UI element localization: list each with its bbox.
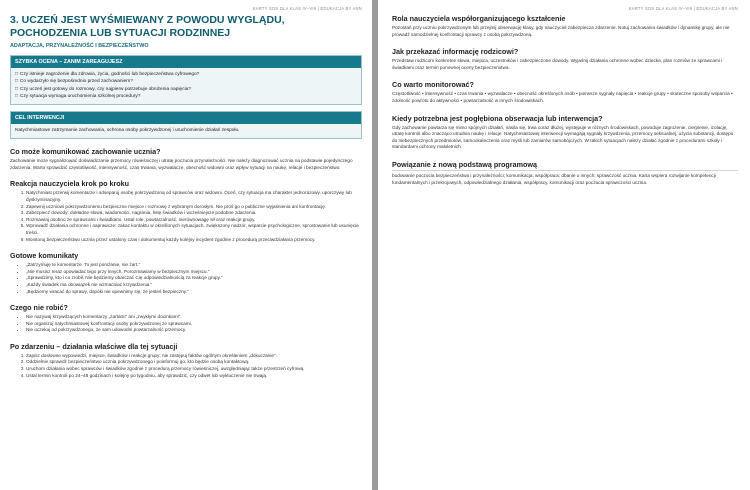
section-text-curriculum: budowanie poczucia bezpieczeństwa i przynależności; komunikacja; współpraca; dbanie o innych; sprawczość ucznia. Karta wspiera rozwijanie kompetencji fundamentalnych i przekrojowych, odpowiedzialnego działania, współpracy, komunikacji oraz poczucia sprawczości ucznia.	[392, 172, 716, 185]
checklist-item: □ Co wydarzyło się bezpośrednio przed zachowaniem?	[15, 78, 357, 85]
intervention-goal-text: Natychmiastowe zatrzymanie zachowania, ochrona osoby pokrzywdzonej i uruchomienie działań zespołu.	[15, 128, 240, 134]
section-heading-parents: Jak przekazać informację rodzicowi?	[392, 47, 519, 57]
phrases-list	[10, 262, 362, 295]
list-item: 3. Uruchom działania wobec sprawców i świadków zgodnie z procedurą przemocy rówieśniczej, uwzględniając także przestrzeń cyfrową.	[26, 366, 362, 373]
running-head: KARTY SOS DLA KLAS IV–VIII | EDUKACJA BY ANN	[628, 6, 738, 11]
section-text-role: Pozostań przy uczniu pokrzywdzonym lub przejmij obserwację klasy, gdy nauczyciel zabezpiecza zdarzenie. Notuj zachowania świadków i dynamikę grupy, ale nie prowadź samodzielnej konfrontacji sprawcy z osobą pokrzywdzoną.	[392, 25, 730, 37]
section-heading-role: Rola nauczyciela współorganizującego kształcenie	[392, 14, 566, 23]
section-heading-monitor: Co warto monitorować?	[392, 80, 474, 90]
card-subtitle: ADAPTACJA, PRZYNALEŻNOŚĆ I BEZPIECZEŃSTWO	[10, 43, 149, 49]
section-heading-avoid: Czego nie robić?	[10, 303, 68, 313]
section-heading-after: Po zdarzeniu – działania właściwe dla tej sytuacji	[10, 341, 178, 351]
list-item: • Nie oczekuj od pokrzywdzonego, że sam udowodni powtarzalność przemocy.	[26, 327, 362, 334]
running-head: KARTY SOS DLA KLAS IV–VIII | EDUKACJA BY ANN	[252, 6, 362, 11]
section-text-parents: Przedstaw rodzicom konkretne słowa, miejsca, uczestników i zabezpieczone dowody. Wyjaśnij działania ochronne wobec dziecka, plan rozmów ze sprawcami i świadkami oraz termin ponownej oceny bezpieczeństwa.	[392, 58, 723, 70]
after-steps-list	[10, 353, 362, 379]
avoid-list	[10, 314, 362, 334]
section-heading-reaction: Reakcja nauczyciela krok po kroku	[10, 179, 130, 189]
section-heading-communicate: Co może komunikować zachowanie ucznia?	[10, 147, 161, 157]
checklist-item: □ Czy istnieje zagrożenie dla zdrowia, życia, godności lub bezpieczeństwa cyfrowego?	[15, 71, 357, 78]
list-item: • Nie nazywaj krzywdzących komentarzy „żartami” ani „zwykłymi docinkami”.	[26, 314, 362, 321]
checklist-item: □ Czy sytuacja wymaga uruchomienia szkolnej procedury?	[15, 93, 357, 100]
list-item: 1. Zapisz dosłowne wypowiedzi, miejsce, świadków i reakcje grupy; nie zastępuj faktów ogólnym określeniem „dokuczanie”.	[26, 353, 362, 360]
list-item: • „Zatrzymuję te komentarze. To jest poniżanie, nie żart.”	[26, 262, 362, 269]
section-text-deeper: Gdy zachowanie powtarza się mimo spójnych działań, nasila się, trwa coraz dłużej, występuje w różnych środowiskach, powoduje zagrożenie, cierpienie, izolację, utratę kontroli albo znacząco utrudnia naukę i relacje. Natychmiastowej interwencji wymagają sygnały krzywdzenia, przemocy seksualnej, użycia substancji, dostępu do niebezpiecznych przedmiotów, samookaleczenia oraz myśli lub zamiarów samobójczych. W takich sytuacjach należy działać zgodnie z procedurami szkoły i standardami ochrony małoletnich.	[392, 124, 734, 150]
card-title: 3. UCZEŃ JEST WYŚMIEWANY Z POWODU WYGLĄDU, POCHODZENIA LUB SYTUACJI RODZINNEJ	[10, 14, 285, 39]
checklist-item: □ Czy uczeń jest gotowy do rozmowy, czy najpierw potrzebuje obniżenia napięcia?	[15, 86, 357, 93]
divider	[392, 170, 738, 171]
list-item: 4. Rozmawiaj osobno ze sprawcami i świadkami. Ustal role, powtarzalność, nierównowagę sił oraz reakcje grupy.	[26, 217, 362, 224]
list-item: 2. Oddzielnie sprawdź bezpieczeństwo ucznia pokrzywdzonego i poinformuj go, kto będzie osobą kontaktową.	[26, 359, 362, 366]
quick-assessment-list	[15, 71, 357, 100]
quick-assessment-box	[10, 55, 362, 105]
section-heading-deeper: Kiedy potrzebna jest pogłębiona obserwacja lub interwencja?	[392, 113, 603, 123]
section-heading-curriculum: Powiązanie z nową podstawą programową	[392, 159, 537, 169]
reaction-steps-list	[10, 190, 362, 243]
list-item: 3. Zabezpiecz dowody: dokładne słowa, wiadomości, nagrania, listę świadków i wcześniejsze podobne zdarzenia.	[26, 210, 362, 217]
list-item: 6. Monitoruj bezpieczeństwo ucznia przez ustalony czas i dokumentuj każdy kolejny incydent zgodnie z procedurą przeciwdziałania przemocy.	[26, 237, 362, 244]
quick-assessment-heading: SZYBKA OCENA – ZANIM ZAREAGUJESZ	[11, 56, 361, 68]
intervention-goal-box	[10, 111, 362, 139]
section-text-communicate: Zachowanie może sygnalizować doświadczanie przemocy rówieśniczej i utratę poczucia przynależności. Nie należy diagnozować ucznia na podstawie pojedynczego zdarzenia. Warto sprawdzić częstotliwość, intensywność, czas trwania, wyzwalacze, obecność widowni oraz wpływ sytuacji na naukę, relacje i bezpieczeństwo.	[10, 158, 353, 170]
page-left	[0, 0, 372, 490]
section-heading-phrases: Gotowe komunikaty	[10, 251, 79, 261]
list-item: 1. Natychmiast przerwij komentarze i odseparuj osobę pokrzywdzoną od sprawców oraz widowni. Oceń, czy sytuacja ma charakter jednorazowy, uporczywy lub dyskryminacyjny.	[26, 190, 362, 203]
page-right	[378, 0, 750, 490]
list-item: 2. Zapewnij uczniowi pokrzywdzonemu bezpieczne miejsce i rozmowę z wybranym dorosłym. Nie proś go o publiczne wyjaśnienia ani konfrontację.	[26, 204, 362, 211]
list-item: • „Sprawdzimy, kto i co zrobił. Nie będziemy obarczać Cię odpowiedzialnością za reakcje grupy.”	[26, 275, 362, 282]
intervention-goal-heading: CEL INTERWENCJI	[11, 112, 361, 124]
list-item: • „Każdy świadek ma obowiązek nie wzmacniać krzywdzenia.”	[26, 282, 362, 289]
list-item: 5. Wprowadź działania ochronne i naprawcze: zakaz kontaktu w określonych sytuacjach, zwiększony nadzór, wsparcie psychologiczne, sprostowanie lub usunięcie treści.	[26, 223, 362, 236]
list-item: • „Nie musisz teraz opowiadać tego przy innych. Porozmawiamy w bezpiecznym miejscu.”	[26, 269, 362, 276]
list-item: • „Będziemy wracać do sprawy, dopóki nie upewnimy się, że jesteś bezpieczny.”	[26, 289, 362, 296]
list-item: • Nie organizuj natychmiastowej konfrontacji osoby pokrzywdzonej ze sprawcami.	[26, 321, 362, 328]
list-item: 4. Ustal termin kontroli po 24–48 godzinach i kolejny po tygodniu, aby sprawdzić, czy odwet lub wykluczenie nie trwają.	[26, 373, 362, 380]
section-text-monitor: Częstotliwość • intensywność • czas trwania • wyzwalacze • obecność określonych osób • pierwsze sygnały napięcia • reakcje grupy • skuteczne sposoby wsparcia • zdolność powrotu do aktywności • powtarzalność w innych środowiskach.	[392, 91, 733, 103]
